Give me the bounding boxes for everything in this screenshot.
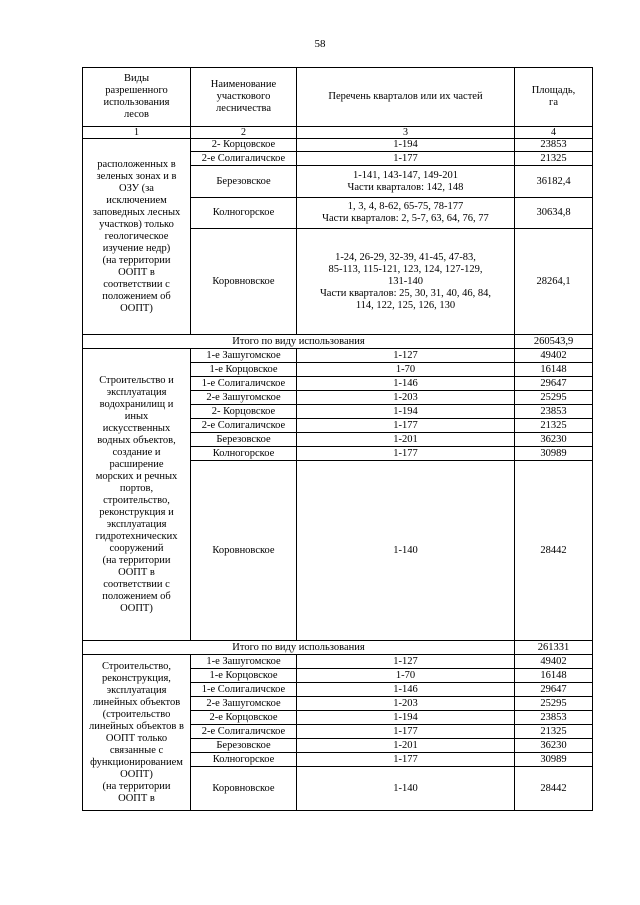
forestry-cell: Березовское — [191, 166, 297, 198]
quarters-cell — [297, 669, 515, 683]
quarters-line: 1-146 — [393, 683, 418, 695]
quarters-cell — [297, 753, 515, 767]
forestry-cell: Колногорское — [191, 447, 297, 461]
use-type-line: морских и речных — [95, 470, 178, 482]
quarters-line: 1-140 — [393, 782, 418, 794]
area-cell: 23853 — [515, 711, 593, 725]
column-number-row — [83, 127, 593, 139]
forestry-cell: Коровновское — [191, 767, 297, 811]
use-type-line: эксплуатация — [106, 518, 167, 530]
forestry-cell: 1-е Солигаличское — [191, 377, 297, 391]
header-use-type: Виды разрешенного использования лесов — [83, 68, 191, 127]
use-type-line: искусственных — [102, 422, 171, 434]
forestry-cell: 1-е Зашугомское — [191, 655, 297, 669]
quarters-cell — [297, 166, 515, 198]
forestry-cell: 1-е Солигаличское — [191, 683, 297, 697]
use-type-line: Строительство и — [99, 374, 174, 386]
use-type-line: связанные с — [109, 744, 164, 756]
use-type-line: реконструкция, — [102, 672, 171, 684]
quarters-line: 1-141, 143-147, 149-201 — [353, 169, 458, 181]
use-type-line: Строительство, — [102, 660, 171, 672]
use-type-line: сооружений — [109, 542, 164, 554]
total-value: 261331 — [515, 641, 593, 655]
use-type-line: соответствии с — [103, 278, 170, 290]
use-type-line: ООПТ) — [120, 302, 153, 314]
forestry-cell: 1-е Корцовское — [191, 669, 297, 683]
quarters-line: 1-24, 26-29, 32-39, 41-45, 47-83, — [335, 251, 476, 263]
use-type-line: зеленых зонах и в — [96, 170, 177, 182]
table-body — [83, 139, 593, 811]
forestry-cell: Колногорское — [191, 753, 297, 767]
use-type-line: иных — [124, 410, 149, 422]
quarters-cell — [297, 419, 515, 433]
quarters-cell — [297, 139, 515, 152]
area-cell: 23853 — [515, 405, 593, 419]
use-type-line: ООПТ в — [118, 266, 155, 278]
use-type-line: (строительство — [102, 708, 171, 720]
quarters-line: Части кварталов: 25, 30, 31, 40, 46, 84, — [319, 287, 491, 299]
column-number: 4 — [515, 127, 593, 139]
quarters-cell — [297, 377, 515, 391]
quarters-line: 1-194 — [393, 139, 418, 150]
area-cell: 28442 — [515, 461, 593, 641]
header-forestry-name: Наименование участкового лесничества — [191, 68, 297, 127]
table-row — [83, 139, 593, 152]
quarters-line: Части кварталов: 142, 148 — [347, 181, 464, 193]
column-number: 3 — [297, 127, 515, 139]
use-type-cell — [83, 139, 191, 335]
quarters-cell — [297, 363, 515, 377]
area-cell: 30989 — [515, 447, 593, 461]
use-type-line: (на территории — [102, 554, 171, 566]
quarters-line: 1-194 — [393, 711, 418, 723]
use-type-line: ООПТ) — [120, 768, 153, 780]
use-type-line: эксплуатация — [106, 386, 167, 398]
use-type-line: соответствии с — [103, 578, 170, 590]
quarters-line: 131-140 — [388, 275, 423, 287]
quarters-line: 1-177 — [393, 152, 418, 164]
use-type-cell — [83, 655, 191, 811]
quarters-line: 1-201 — [393, 433, 418, 445]
quarters-line: 1-177 — [393, 753, 418, 765]
use-type-line: расположенных в — [97, 158, 176, 170]
use-type-line: положением об — [102, 590, 171, 602]
quarters-cell — [297, 198, 515, 229]
header-area: Площадь, га — [515, 68, 593, 127]
quarters-line: 85-113, 115-121, 123, 124, 127-129, — [328, 263, 483, 275]
use-type-line: строительство, — [103, 494, 170, 506]
area-cell: 21325 — [515, 419, 593, 433]
use-type-line: расширение — [109, 458, 164, 470]
area-cell: 21325 — [515, 725, 593, 739]
header-row — [83, 68, 593, 127]
area-cell: 30989 — [515, 753, 593, 767]
quarters-cell — [297, 349, 515, 363]
quarters-cell — [297, 405, 515, 419]
use-type-cell — [83, 349, 191, 641]
use-type-line: геологическое — [104, 230, 169, 242]
quarters-line: 1-203 — [393, 391, 418, 403]
use-type-line: линейных объектов — [92, 696, 181, 708]
forestry-cell: Коровновское — [191, 461, 297, 641]
quarters-cell — [297, 461, 515, 641]
quarters-line: 1, 3, 4, 8-62, 65-75, 78-177 — [347, 201, 464, 212]
quarters-line: 1-201 — [393, 739, 418, 751]
area-cell: 36230 — [515, 739, 593, 753]
forestry-cell: 2- Корцовское — [191, 405, 297, 419]
use-type-line: ООПТ) — [120, 602, 153, 614]
quarters-line: 1-127 — [393, 655, 418, 667]
quarters-cell — [297, 152, 515, 166]
quarters-line: 1-177 — [393, 725, 418, 737]
forestry-cell: 2-е Зашугомское — [191, 697, 297, 711]
quarters-line: 1-70 — [395, 669, 416, 681]
forestry-cell: 2-е Солигаличское — [191, 152, 297, 166]
use-type-line: (на территории — [102, 780, 171, 792]
column-number: 2 — [191, 127, 297, 139]
forestry-cell: 2-е Зашугомское — [191, 391, 297, 405]
quarters-line: Части кварталов: 2, 5-7, 63, 64, 76, 77 — [322, 213, 489, 224]
table-row — [83, 349, 593, 363]
area-cell: 49402 — [515, 349, 593, 363]
area-cell: 23853 — [515, 139, 593, 152]
total-row — [83, 335, 593, 349]
use-type-line: изучение недр) — [102, 242, 171, 254]
use-type-line: реконструкция и — [99, 506, 174, 518]
use-type-line: ООПТ в — [118, 566, 155, 578]
total-value: 260543,9 — [515, 335, 593, 349]
use-type-line: заповедных лесных — [92, 206, 181, 218]
use-type-line: ООПТ только — [105, 732, 168, 744]
quarters-cell — [297, 433, 515, 447]
use-type-line: водных объектов, — [97, 434, 176, 446]
use-type-line: эксплуатация — [106, 684, 167, 696]
total-label: Итого по виду использования — [83, 335, 515, 349]
area-cell: 36230 — [515, 433, 593, 447]
quarters-cell — [297, 739, 515, 753]
forest-use-table — [82, 67, 593, 811]
forestry-cell: 2-е Солигаличское — [191, 419, 297, 433]
area-cell: 25295 — [515, 697, 593, 711]
forestry-cell: Колногорское — [191, 198, 297, 229]
area-cell: 21325 — [515, 152, 593, 166]
use-type-line: создание и — [112, 446, 161, 458]
forestry-cell: 1-е Корцовское — [191, 363, 297, 377]
area-cell: 28442 — [515, 767, 593, 811]
forestry-cell: Березовское — [191, 433, 297, 447]
quarters-cell — [297, 697, 515, 711]
quarters-line: 1-140 — [393, 544, 418, 556]
forestry-cell: 2-е Корцовское — [191, 711, 297, 725]
header-quarters-list: Перечень кварталов или их частей — [297, 68, 515, 127]
column-number: 1 — [83, 127, 191, 139]
area-cell: 16148 — [515, 669, 593, 683]
area-cell: 36182,4 — [515, 166, 593, 198]
quarters-cell — [297, 229, 515, 335]
total-row — [83, 641, 593, 655]
use-type-line: портов, — [119, 482, 154, 494]
use-type-line: ООПТ в — [118, 792, 155, 804]
quarters-line: 1-177 — [393, 447, 418, 459]
quarters-line: 114, 122, 125, 126, 130 — [355, 299, 456, 311]
forestry-cell: Березовское — [191, 739, 297, 753]
quarters-cell — [297, 391, 515, 405]
use-type-line: исключением — [106, 194, 167, 206]
quarters-cell — [297, 711, 515, 725]
area-cell: 30634,8 — [515, 198, 593, 229]
use-type-line: (на территории — [102, 254, 171, 266]
quarters-line: 1-146 — [393, 377, 418, 389]
forestry-cell: 1-е Зашугомское — [191, 349, 297, 363]
table-row — [83, 655, 593, 669]
quarters-cell — [297, 767, 515, 811]
area-cell: 29647 — [515, 377, 593, 391]
quarters-cell — [297, 447, 515, 461]
quarters-line: 1-194 — [393, 405, 418, 417]
quarters-cell — [297, 683, 515, 697]
use-type-line: гидротехнических — [95, 530, 178, 542]
use-type-line: участков) только — [99, 218, 174, 230]
use-type-line: водохранилищ и — [99, 398, 174, 410]
use-type-line: функционированием — [90, 756, 183, 768]
area-cell: 49402 — [515, 655, 593, 669]
forestry-cell: Коровновское — [191, 229, 297, 335]
quarters-cell — [297, 655, 515, 669]
area-cell: 29647 — [515, 683, 593, 697]
quarters-line: 1-177 — [393, 419, 418, 431]
total-label: Итого по виду использования — [83, 641, 515, 655]
quarters-line: 1-203 — [393, 697, 418, 709]
area-cell: 25295 — [515, 391, 593, 405]
area-cell: 16148 — [515, 363, 593, 377]
use-type-line: положением об — [102, 290, 171, 302]
forestry-cell: 2-е Солигаличское — [191, 725, 297, 739]
area-cell: 28264,1 — [515, 229, 593, 335]
quarters-line: 1-127 — [393, 349, 418, 361]
quarters-cell — [297, 725, 515, 739]
quarters-line: 1-70 — [395, 363, 416, 375]
page-number: 58 — [314, 38, 326, 50]
use-type-line: ОЗУ (за — [119, 182, 154, 194]
use-type-line: линейных объектов в — [89, 720, 184, 732]
forestry-cell: 2- Корцовское — [191, 139, 297, 152]
